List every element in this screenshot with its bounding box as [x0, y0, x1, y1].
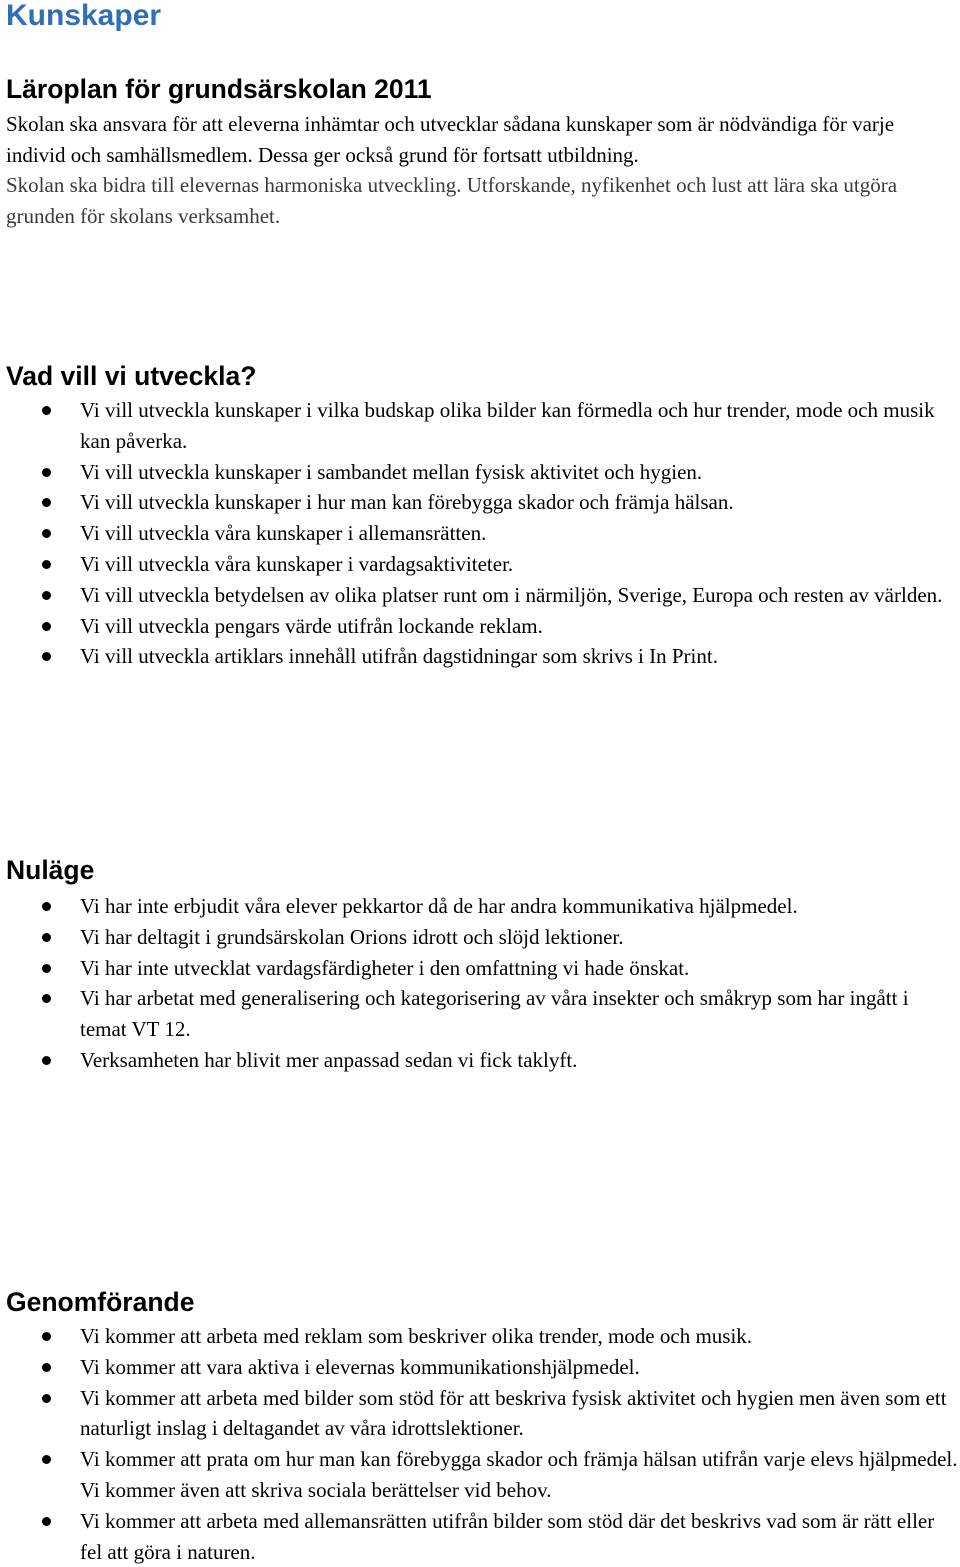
bullet-icon — [42, 902, 51, 911]
bullet-icon — [42, 498, 51, 507]
list-item — [0, 1321, 958, 1352]
bullet-icon — [42, 591, 51, 600]
list-item — [0, 1352, 958, 1383]
bullet-icon — [42, 1394, 51, 1403]
page-title: Kunskaper — [6, 0, 162, 32]
list-item-text: Vi vill utveckla våra kunskaper i allemansrätten. — [80, 521, 487, 546]
list-item-text: Vi vill utveckla kunskaper i sambandet mellan fysisk aktivitet och hygien. — [80, 459, 703, 484]
list-item-text: Vi har deltagit i grundsärskolan Orions idrott och slöjd lektioner. — [80, 924, 624, 949]
list-item — [0, 983, 958, 1045]
list-item — [0, 487, 958, 518]
bullet-icon — [42, 1363, 51, 1372]
list-item-text: Vi vill utveckla våra kunskaper i vardagsaktiviteter. — [80, 551, 514, 576]
list-item-text: Vi vill utveckla artiklars innehåll utifrån dagstidningar som skrivs i In Print. — [80, 644, 718, 669]
list-item-text: Vi vill utveckla kunskaper i hur man kan förebygga skador och främja hälsan. — [80, 490, 734, 515]
list-item — [0, 549, 958, 580]
intro-heading: Läroplan för grundsärskolan 2011 — [6, 74, 432, 104]
list-item-text: Vi vill utveckla betydelsen av olika platser runt om i närmiljön, Sverige, Europa och resten av världen. — [80, 582, 943, 607]
bullet-icon — [42, 1332, 51, 1341]
list-item — [0, 1444, 958, 1506]
bullet-icon — [42, 560, 51, 569]
list-item — [0, 457, 958, 488]
list-item-text: Vi kommer att prata om hur man kan förebygga skador och främja hälsan utifrån varje elevs hjälpmedel. Vi kommer även att skriva sociala berättelser vid behov. — [80, 1447, 958, 1502]
list-item — [0, 641, 958, 672]
list-item-text: Vi kommer att arbeta med allemansrätten utifrån bilder som stöd där det beskrivs vad som är rätt eller fel att göra i naturen. — [80, 1508, 935, 1564]
list-item — [0, 518, 958, 549]
list-item-text: Vi har arbetat med generalisering och kategorisering av våra insekter och småkryp som har ingått i temat VT 12. — [80, 986, 909, 1042]
bullet-icon — [42, 964, 51, 973]
list-item-text: Vi har inte utvecklat vardagsfärdigheter i den omfattning vi hade önskat. — [80, 955, 690, 980]
list-item — [0, 891, 958, 922]
list-item — [0, 580, 958, 611]
genomforande-heading: Genomförande — [6, 1287, 195, 1317]
bullet-icon — [42, 994, 51, 1003]
bullet-icon — [42, 652, 51, 661]
bullet-icon — [42, 1455, 51, 1464]
intro-paragraph-2: Skolan ska bidra till elevernas harmoniska utveckling. Utforskande, nyfikenhet och lust att lära ska utgöra grunden för skolans verksamhet. — [6, 173, 898, 228]
list-item — [0, 1383, 958, 1445]
intro-paragraph-1: Skolan ska ansvara för att eleverna inhämtar och utvecklar sådana kunskaper som är nödvändiga för varje individ och samhällsmedlem. Dessa ger också grund för fortsatt utbildning. — [6, 112, 895, 167]
genomforande-list — [0, 1321, 958, 1567]
list-item — [0, 611, 958, 642]
list-item-text: Vi vill utveckla pengars värde utifrån lockande reklam. — [80, 613, 543, 638]
list-item-text: Vi vill utveckla kunskaper i vilka budskap olika bilder kan förmedla och hur trender, mode och musik kan påverka. — [80, 398, 935, 453]
vad-heading: Vad vill vi utveckla? — [6, 361, 257, 391]
bullet-icon — [42, 529, 51, 538]
list-item — [0, 953, 958, 984]
list-item-text: Vi kommer att arbeta med reklam som beskriver olika trender, mode och musik. — [80, 1324, 753, 1348]
list-item — [0, 395, 958, 457]
list-item-text: Vi kommer att vara aktiva i elevernas kommunikationshjälpmedel. — [80, 1354, 640, 1379]
list-item-text: Verksamheten har blivit mer anpassad sedan vi fick taklyft. — [80, 1047, 578, 1072]
bullet-icon — [42, 933, 51, 942]
list-item-text: Vi har inte erbjudit våra elever pekkartor då de har andra kommunikativa hjälpmedel. — [80, 894, 798, 918]
list-item-text: Vi kommer att arbeta med bilder som stöd för att beskriva fysisk aktivitet och hygien men även som ett naturligt inslag i deltagandet av våra idrottslektioner. — [80, 1385, 947, 1441]
nulage-heading: Nuläge — [6, 855, 95, 885]
list-item — [0, 1506, 958, 1567]
bullet-icon — [42, 468, 51, 477]
intro-text — [6, 109, 946, 231]
list-item — [0, 922, 958, 953]
bullet-icon — [42, 1056, 51, 1065]
nulage-list — [0, 891, 958, 1076]
bullet-icon — [42, 406, 51, 415]
bullet-icon — [42, 622, 51, 631]
vad-list — [0, 395, 958, 672]
bullet-icon — [42, 1517, 51, 1526]
list-item — [0, 1045, 958, 1076]
